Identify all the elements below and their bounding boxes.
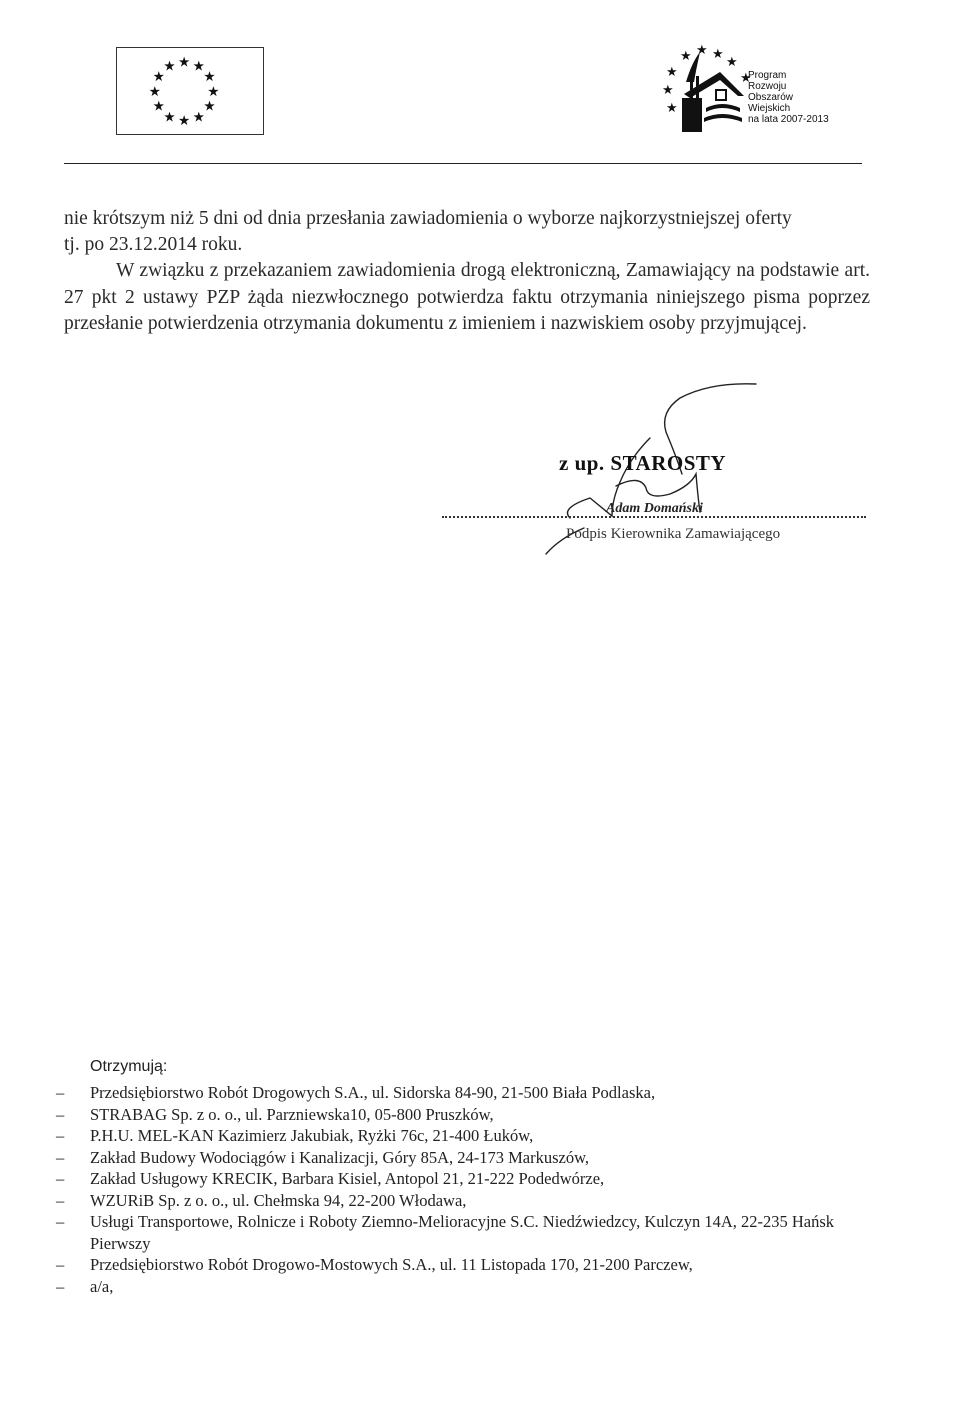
- signature-caption: Podpis Kierownika Zamawiającego: [566, 526, 781, 542]
- recipients-heading: Otrzymują:: [90, 1058, 168, 1075]
- prow-line: Obszarów: [748, 92, 794, 103]
- eu-star-icon: ★: [192, 58, 205, 75]
- eu-star-icon: ★: [148, 83, 161, 100]
- paragraph-1-date: tj. po 23.12.2014 roku.: [64, 234, 243, 256]
- list-dash: –: [56, 1083, 65, 1102]
- eu-star-icon: ★: [207, 83, 220, 100]
- list-item: [56, 1125, 876, 1147]
- prow-line: Rozwoju: [748, 81, 787, 92]
- eu-star-icon: ★: [192, 109, 205, 126]
- prow-logo-text: [748, 70, 829, 125]
- eu-star-icon: ★: [152, 98, 165, 115]
- recipient-text: Zakład Budowy Wodociągów i Kanalizacji, Góry 85A, 24-173 Markuszów,: [90, 1147, 590, 1167]
- recipient-text: Przedsiębiorstwo Robót Drogowych S.A., ul. Sidorska 84-90, 21-500 Biała Podlaska,: [90, 1083, 656, 1102]
- letter-body: [64, 206, 870, 337]
- svg-text:★: ★: [726, 55, 738, 70]
- recipient-text: STRABAG Sp. z o. o., ul. Parzniewska10, 05-800 Pruszków,: [90, 1104, 494, 1124]
- prow-emblem-icon: [660, 42, 750, 138]
- list-dash: –: [56, 1255, 65, 1274]
- stamp-text: z up. STAROSTY: [559, 451, 727, 475]
- eu-star-icon: ★: [152, 69, 165, 86]
- svg-text:★: ★: [666, 65, 678, 80]
- handwritten-signature: [520, 378, 780, 578]
- header-divider: [64, 163, 862, 164]
- list-dash: –: [56, 1147, 65, 1167]
- list-item: [56, 1211, 876, 1254]
- list-item: [56, 1104, 876, 1126]
- recipient-text: Zakład Usługowy KRECIK, Barbara Kisiel, Antopol 21, 21-222 Podedwórze,: [90, 1169, 605, 1188]
- prow-logo: [660, 42, 860, 138]
- eu-flag-logo: [116, 47, 264, 135]
- eu-star-icon: ★: [163, 58, 176, 75]
- paragraph-2: W związku z przekazaniem zawiadomienia drogą elektroniczną, Zamawiający na podstawie art. 27 pkt 2 ustawy PZP żąda niezwłocznego potwierdza faktu otrzymania niniejszego pisma poprzez przesłanie potwierdzenia otrzymania dokumentu z imieniem i nazwiskiem osoby przyjmującej.: [64, 260, 870, 334]
- svg-text:★: ★: [680, 49, 692, 64]
- list-item: [56, 1082, 876, 1104]
- prow-line: Program: [748, 70, 787, 81]
- recipients-list: [56, 1082, 876, 1297]
- stamp-name: Adam Domański: [606, 501, 703, 516]
- eu-star-icon: ★: [203, 69, 216, 86]
- list-item: [56, 1276, 876, 1298]
- recipient-text: Przedsiębiorstwo Robót Drogowo-Mostowych S.A., ul. 11 Listopada 170, 21-200 Parczew,: [90, 1255, 693, 1274]
- recipients-section: [56, 1055, 876, 1297]
- eu-star-icon: ★: [178, 54, 191, 71]
- list-item: [56, 1190, 876, 1212]
- svg-text:★: ★: [696, 43, 708, 58]
- eu-star-icon: ★: [178, 113, 191, 130]
- list-dash: –: [56, 1190, 65, 1210]
- paragraph-1: nie krótszym niż 5 dni od dnia przesłania zawiadomienia o wyborze najkorzystniejszej oferty: [64, 208, 792, 229]
- prow-line: Wiejskich: [748, 103, 791, 114]
- eu-star-icon: ★: [203, 98, 216, 115]
- signature-line: [442, 516, 866, 518]
- eu-star-icon: ★: [163, 109, 176, 126]
- list-dash: –: [56, 1169, 65, 1188]
- svg-text:★: ★: [666, 101, 678, 116]
- list-dash: –: [56, 1212, 65, 1231]
- recipient-text: P.H.U. MEL-KAN Kazimierz Jakubiak, Ryżki 76c, 21-400 Łuków,: [90, 1126, 534, 1145]
- list-item: [56, 1254, 876, 1276]
- list-item: [56, 1168, 876, 1190]
- svg-text:★: ★: [712, 47, 724, 62]
- list-dash: –: [56, 1104, 65, 1124]
- prow-line: na lata 2007-2013: [748, 114, 829, 125]
- recipient-text: Usługi Transportowe, Rolnicze i Roboty Ziemno-Melioracyjne S.C. Niedźwiedzcy, Kulczyn 14A, 22-235 Hańsk Pierwszy: [90, 1212, 835, 1253]
- recipient-text: a/a,: [90, 1276, 114, 1296]
- list-item: [56, 1147, 876, 1169]
- eu-stars-icon: [117, 48, 263, 134]
- list-dash: –: [56, 1126, 65, 1145]
- svg-text:★: ★: [740, 71, 752, 86]
- recipient-text: WZURiB Sp. z o. o., ul. Chełmska 94, 22-200 Włodawa,: [90, 1190, 467, 1210]
- list-dash: –: [56, 1276, 65, 1296]
- svg-text:★: ★: [662, 83, 674, 98]
